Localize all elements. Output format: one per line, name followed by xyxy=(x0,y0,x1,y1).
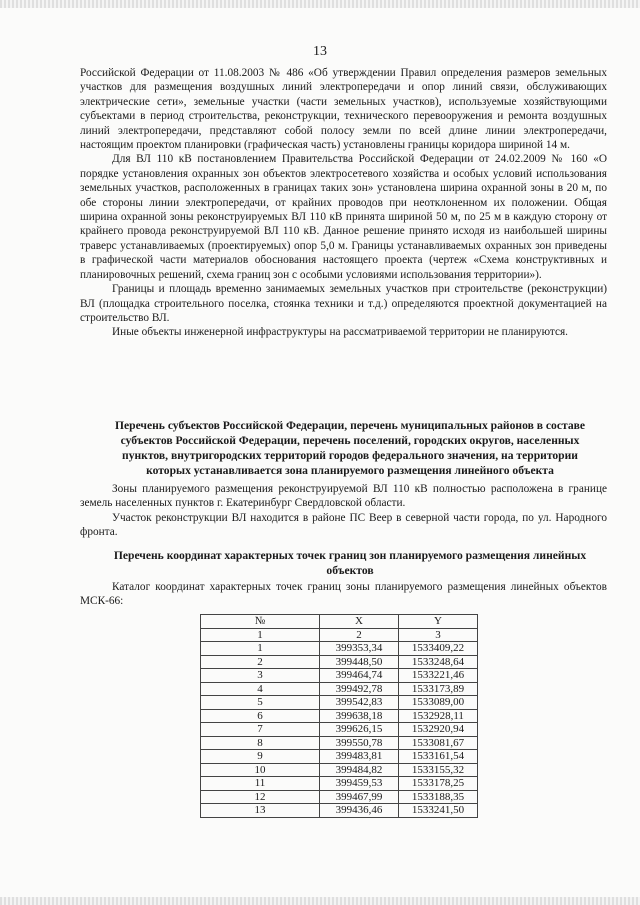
coordinate-y-cell: 1533188,35 xyxy=(399,790,478,804)
point-number-cell: 3 xyxy=(201,669,320,683)
coordinate-x-cell: 399448,50 xyxy=(320,655,399,669)
index-cell: 3 xyxy=(399,628,478,642)
coordinate-x-cell: 399436,46 xyxy=(320,804,399,818)
scan-edge-top xyxy=(0,0,640,8)
table-row xyxy=(201,750,478,764)
coordinate-y-cell: 1533221,46 xyxy=(399,669,478,683)
table-row xyxy=(201,736,478,750)
section-1-paragraph-1: Зоны планируемого размещения реконструируемой ВЛ 110 кВ полностью расположена в границе земель населенных пунктов г. Екатеринбург Свердловской области. xyxy=(80,483,607,510)
table-row xyxy=(201,655,478,669)
index-cell: 1 xyxy=(201,628,320,642)
column-header-x: X xyxy=(320,615,399,629)
point-number-cell: 4 xyxy=(201,682,320,696)
paragraph-2: Для ВЛ 110 кВ постановлением Правительства Российской Федерации от 24.02.2009 № 160 «О порядке установления охранных зон объектов электросетевого хозяйства и особых условий использования земельных участков, расположенных в границах таких зон» установлена ширина охранной зоны в 20 м, по обе стороны линии электропередачи, от крайних проводов при неотклоненном их положении. Общая ширина охранной зоны реконструируемых ВЛ 110 кВ принята шириной 50 м, по 25 м в каждую сторону от крайнего провода реконструируемой ВЛ 110 кВ. Данное решение принято исходя из наибольшей ширины траверс устанавливаемых (проектируемых) опор 5,0 м. Границы устанавливаемых охранных зон приведены в графической части материалов обоснования настоящего проекта (чертеж «Схема конструктивных и планировочных решений, схема границ зон с особыми условиями использования территории»). xyxy=(80,153,607,281)
section-coordinates-text xyxy=(80,580,607,609)
coordinate-x-cell: 399459,53 xyxy=(320,777,399,791)
coordinate-x-cell: 399483,81 xyxy=(320,750,399,764)
section-subjects-text xyxy=(80,482,607,540)
coordinate-x-cell: 399626,15 xyxy=(320,723,399,737)
table-row xyxy=(201,763,478,777)
coordinate-x-cell: 399464,74 xyxy=(320,669,399,683)
coordinate-x-cell: 399638,18 xyxy=(320,709,399,723)
coordinate-y-cell: 1532928,11 xyxy=(399,709,478,723)
point-number-cell: 9 xyxy=(201,750,320,764)
coordinate-y-cell: 1533409,22 xyxy=(399,642,478,656)
section-heading-subjects: Перечень субъектов Российской Федерации, перечень муниципальных районов в составе субъектов Российской Федерации, перечень поселений, городских округов, населенных пунктов, внутригородских территорий городов федерального значения, на территории которых устанавливается зона планируемого размещения линейного объекта xyxy=(114,419,586,477)
point-number-cell: 2 xyxy=(201,655,320,669)
section-1-paragraph-2: Участок реконструкции ВЛ находится в районе ПС Веер в северной части города, по ул. Народного фронта. xyxy=(80,511,607,539)
table-row xyxy=(201,642,478,656)
section-2-paragraph: Каталог координат характерных точек границ зоны планируемого размещения линейных объектов МСК-66: xyxy=(80,581,607,608)
coordinate-y-cell: 1533089,00 xyxy=(399,696,478,710)
coordinate-y-cell: 1533155,32 xyxy=(399,763,478,777)
table-index-row xyxy=(201,628,478,642)
coordinate-x-cell: 399467,99 xyxy=(320,790,399,804)
coordinate-x-cell: 399550,78 xyxy=(320,736,399,750)
column-header-number: № xyxy=(201,615,320,629)
coordinate-y-cell: 1533161,54 xyxy=(399,750,478,764)
point-number-cell: 12 xyxy=(201,790,320,804)
scan-edge-bottom xyxy=(0,897,640,905)
table-header-row xyxy=(201,615,478,629)
coordinate-x-cell: 399492,78 xyxy=(320,682,399,696)
index-cell: 2 xyxy=(320,628,399,642)
table-row xyxy=(201,709,478,723)
table-row xyxy=(201,723,478,737)
table-row xyxy=(201,669,478,683)
coordinate-y-cell: 1533178,25 xyxy=(399,777,478,791)
table-row xyxy=(201,777,478,791)
coordinate-x-cell: 399542,83 xyxy=(320,696,399,710)
body-text xyxy=(80,66,607,340)
column-header-y: Y xyxy=(399,615,478,629)
table-row xyxy=(201,682,478,696)
point-number-cell: 1 xyxy=(201,642,320,656)
coordinate-y-cell: 1533248,64 xyxy=(399,655,478,669)
coordinates-table xyxy=(200,614,478,818)
point-number-cell: 8 xyxy=(201,736,320,750)
page-number: 13 xyxy=(313,44,327,59)
coordinate-y-cell: 1533241,50 xyxy=(399,804,478,818)
coordinate-y-cell: 1533081,67 xyxy=(399,736,478,750)
section-heading-coordinates: Перечень координат характерных точек границ зон планируемого размещения линейных объектов xyxy=(113,549,587,577)
paragraph-4: Иные объекты инженерной инфраструктуры на рассматриваемой территории не планируются. xyxy=(112,326,569,339)
point-number-cell: 13 xyxy=(201,804,320,818)
paragraph-1: Российской Федерации от 11.08.2003 № 486 «Об утверждении Правил определения размеров земельных участков для размещения воздушных линий электропередачи и опор линий связи, обслуживающих электрические сети», земельные участки (части земельных участков), используемые хозяйствующими субъектами в период строительства, реконструкции, технического перевооружения и ремонта воздушных линий электропередачи, представляют собой полосу земли по всей длине линии электропередачи, настоящим проектом планировки (графическая часть) установлены границы коридора шириной 14 м. xyxy=(80,67,607,152)
coordinate-y-cell: 1533173,89 xyxy=(399,682,478,696)
table-body xyxy=(201,628,478,817)
point-number-cell: 6 xyxy=(201,709,320,723)
point-number-cell: 11 xyxy=(201,777,320,791)
paragraph-3: Границы и площадь временно занимаемых земельных участков при строительстве (реконструкции) ВЛ (площадка строительного поселка, стоянка техники и т.д.) определяются проектной документацией на строительство ВЛ. xyxy=(80,283,607,324)
table-row xyxy=(201,804,478,818)
point-number-cell: 7 xyxy=(201,723,320,737)
table-row xyxy=(201,790,478,804)
point-number-cell: 10 xyxy=(201,763,320,777)
coordinate-x-cell: 399353,34 xyxy=(320,642,399,656)
coordinate-x-cell: 399484,82 xyxy=(320,763,399,777)
table-row xyxy=(201,696,478,710)
coordinate-y-cell: 1532920,94 xyxy=(399,723,478,737)
point-number-cell: 5 xyxy=(201,696,320,710)
